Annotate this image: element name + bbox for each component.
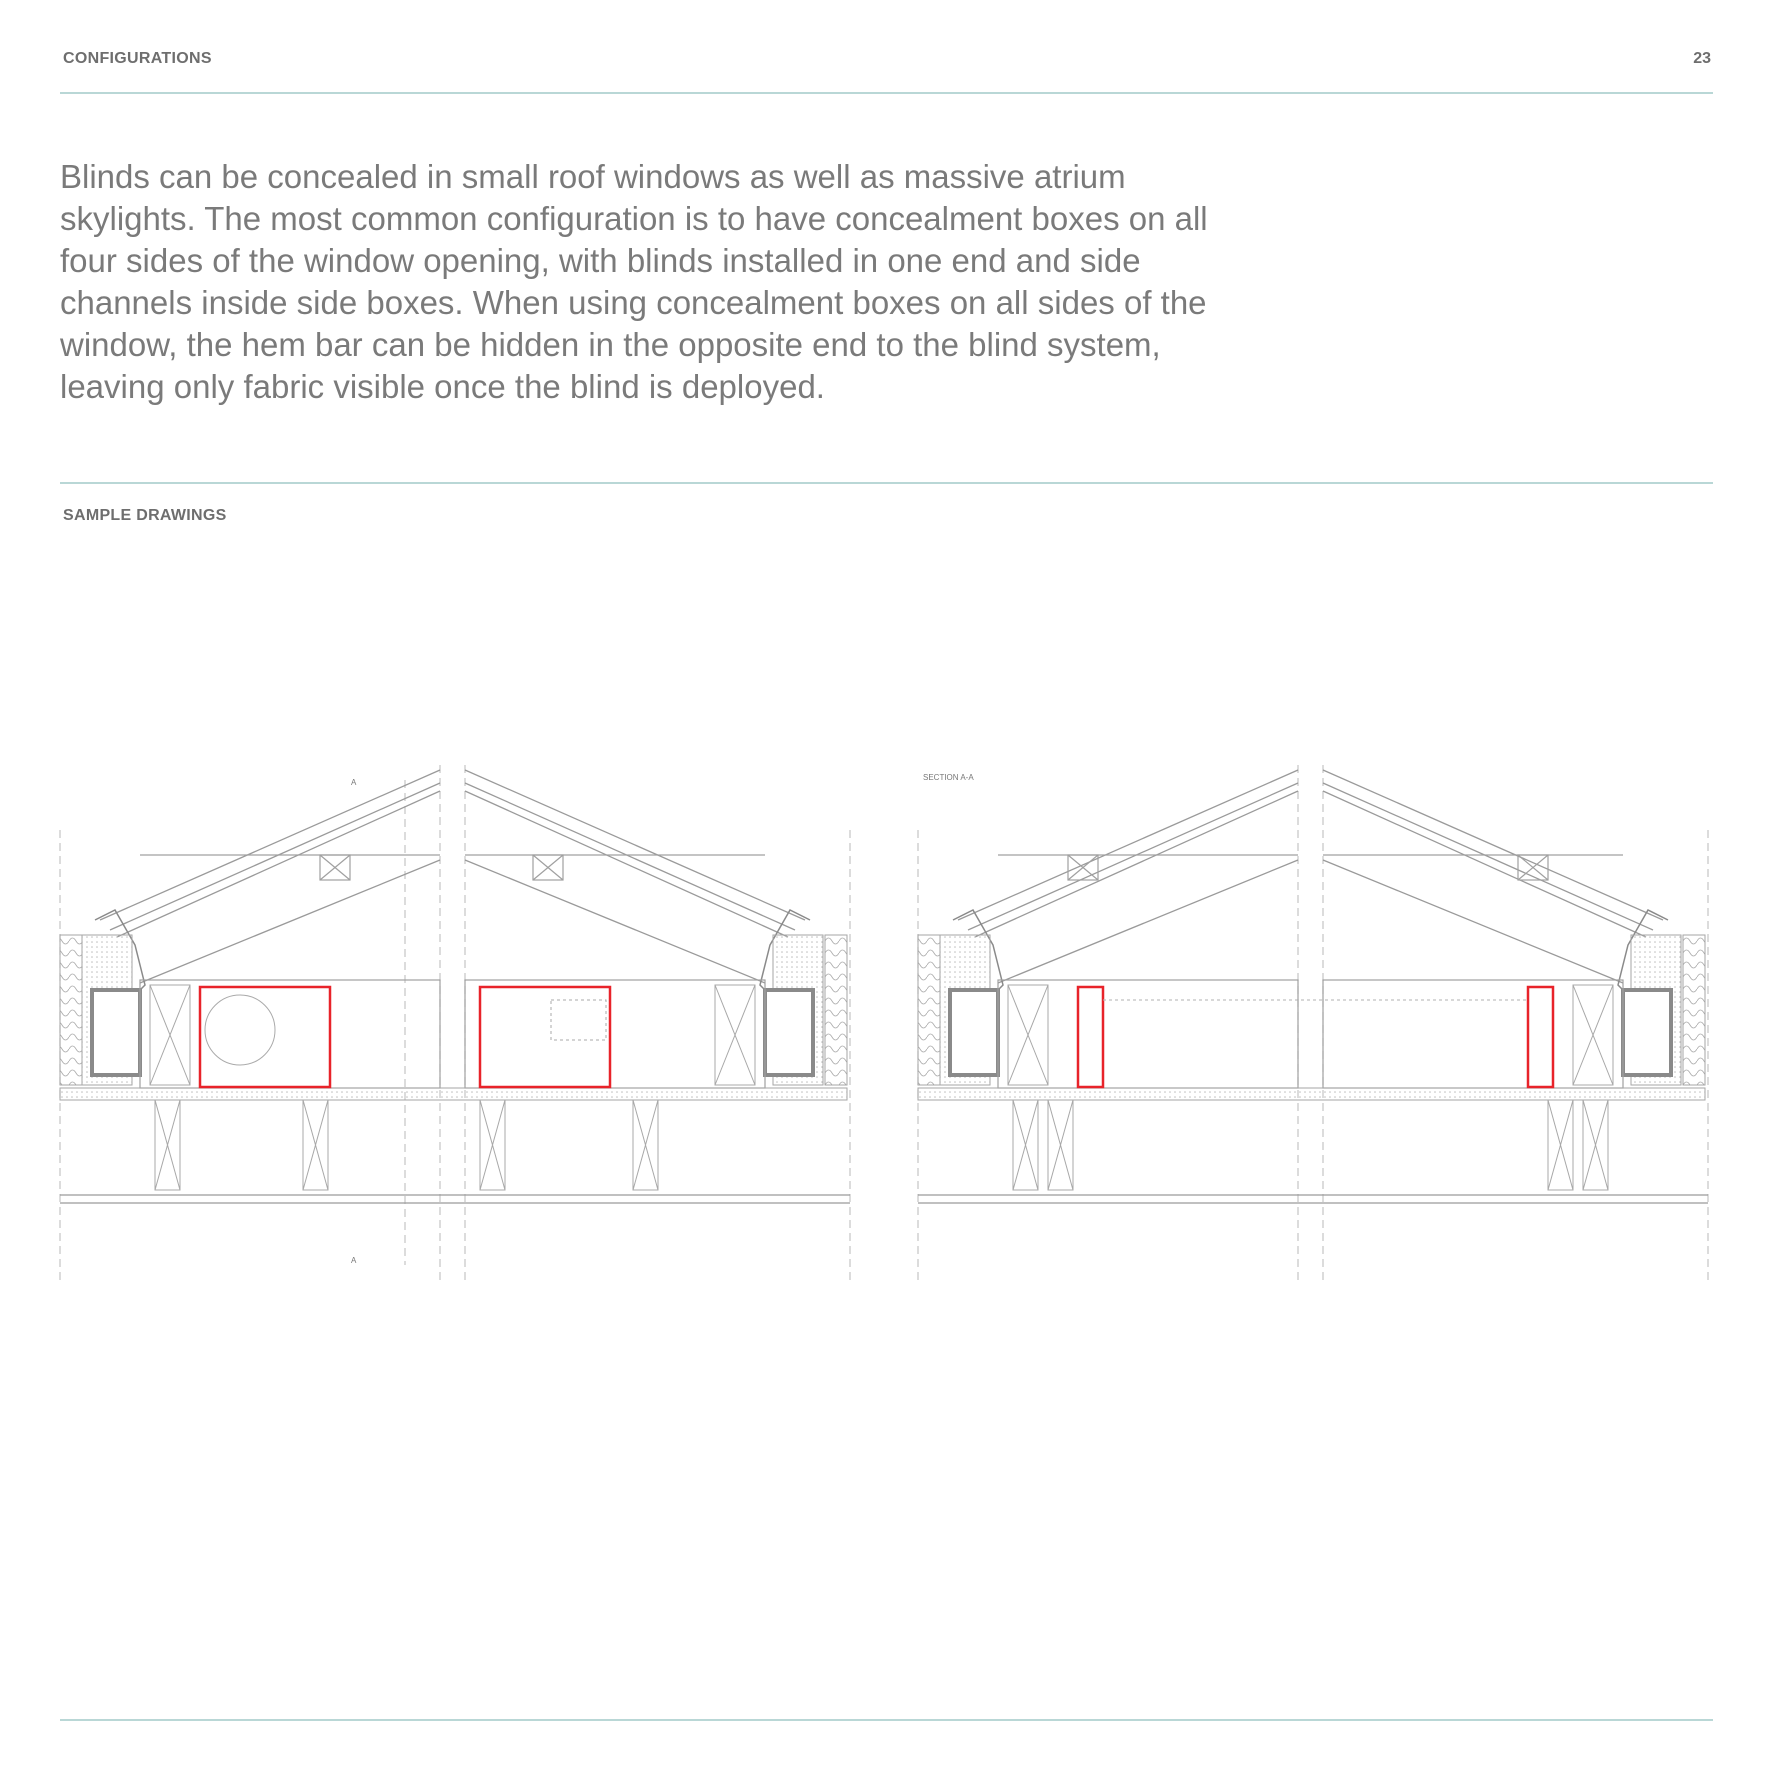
footer-divider — [60, 1719, 1713, 1721]
sample-drawings — [55, 755, 1720, 1290]
page-number: 23 — [1693, 50, 1711, 67]
intro-paragraph: Blinds can be concealed in small roof windows as well as massive atrium skylights. The most common configuration is to have concealment boxes on all four sides of the window opening, with blinds installed in one end and side channels inside side boxes. When using concealment boxes on all sides of the window, the hem bar can be hidden in the opposite end to the blind system, leaving only fabric visible once the blind is deployed. — [60, 158, 1208, 405]
section-title: SECTION A-A — [923, 773, 974, 782]
section-marker-bottom: A — [351, 1256, 357, 1265]
header-divider — [60, 92, 1713, 94]
section-marker-top: A — [351, 778, 357, 787]
drawing-right — [918, 765, 1708, 1280]
page-header-label: CONFIGURATIONS — [63, 50, 212, 67]
section-divider — [60, 482, 1713, 484]
sample-drawings-heading: SAMPLE DRAWINGS — [63, 507, 227, 524]
drawing-left — [60, 765, 850, 1280]
